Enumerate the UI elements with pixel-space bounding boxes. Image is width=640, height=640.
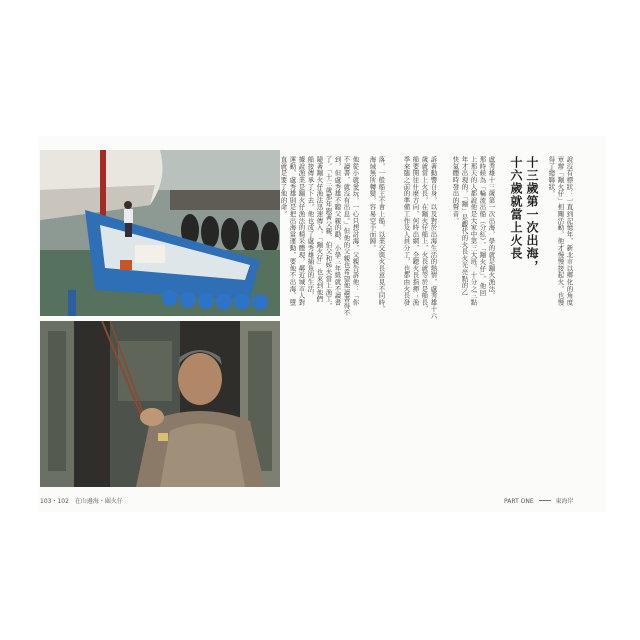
body-text-column: 快氣體時發出的聲音。 — [451, 156, 460, 224]
body-text-column: 隨著蹦火仔漁法迅速傳入，「蹦火仔」也來到他們 — [315, 156, 324, 303]
body-text-column: 他從小就愛玩，一心只想討海，父親告訴他：「你 — [351, 156, 360, 306]
body-text-column: 得了總聯狀。 — [547, 156, 556, 197]
man-illustration — [40, 321, 280, 487]
footer-section — [504, 496, 574, 505]
body-text-column: 運動，盧秀雄則是把出海當運動，要他不出海，墮 — [288, 156, 297, 306]
body-text-column: 章辦「蹦火仔」相關活動，他才慢慢接起火，也慢 — [556, 156, 565, 306]
body-text-column: 那時候為「輪流出船（分紅），「蹦火仔」，他回 — [478, 156, 487, 296]
boat-harbor-photo — [40, 150, 280, 316]
body-text-column: 了，「十三歲那年跟著父親、伯父和姊夫當上漁工， — [324, 156, 333, 310]
body-text-column: 船要開往什麼方向，何時出網，全聽火長指揮；漁 — [411, 156, 420, 306]
body-text-column: 年才出現的，「蹦」是觀代的火長火光亮點的乙 — [460, 156, 469, 296]
body-text-column: 據說漁業是蹦火仔漁法的精采體現，鄰近城市人對 — [297, 156, 306, 306]
footer-section-title: 東海岸 — [555, 498, 574, 505]
body-text-column: 到，但盧秀雄不聽父親的勸，小學三年級就不讀書 — [333, 156, 342, 306]
body-text-column: 盧秀雄十三歲第一次出海，學的就是蹦火漁法， — [487, 156, 496, 299]
footer-page-numbers: 103・102 在山邊海・圍火仔 — [40, 498, 123, 505]
body-text-column: 說沒有標狀：一直到記憶年，新北市以鄉化的角度 — [565, 156, 574, 306]
section-heading-line-2: 十六歲就當上火長 — [509, 156, 523, 260]
section-heading-line-1: 十三歲第一次出海， — [525, 156, 539, 273]
body-text-column: 季來臨之前的準備工作及人員分工，也都由火長發 — [402, 156, 411, 306]
body-text-column: 直就是要了他的命。 — [279, 156, 288, 218]
body-text-column: 不讀書，就沒有出息。」但他的父親也希望他讀書得不 — [342, 156, 351, 316]
footer-divider — [539, 500, 551, 501]
body-text-column: 訴著動響自身，以及對於出海生活的熱情，盧秀雄十六 — [429, 156, 438, 320]
body-text-column: 海域無所轉變，容易空手而歸。 — [368, 156, 377, 252]
body-text-column: 落，一般船主不會上船，以業交與火長意見不同時， — [377, 156, 386, 313]
body-text-column: 歲就當上火長，在蹦火仔船上，火長就等於是船長， — [420, 156, 429, 313]
body-text-column: 船接傳承了下去，他也成了盧秀雄捕魚的生活， — [306, 156, 315, 299]
boat-illustration — [40, 150, 280, 316]
body-text-column: 上那天的人都說他是大家中第三大班，十分之三點 — [469, 156, 478, 306]
footer-part-label: PART ONE — [504, 498, 534, 505]
man-lighting-incense-photo — [40, 321, 280, 487]
